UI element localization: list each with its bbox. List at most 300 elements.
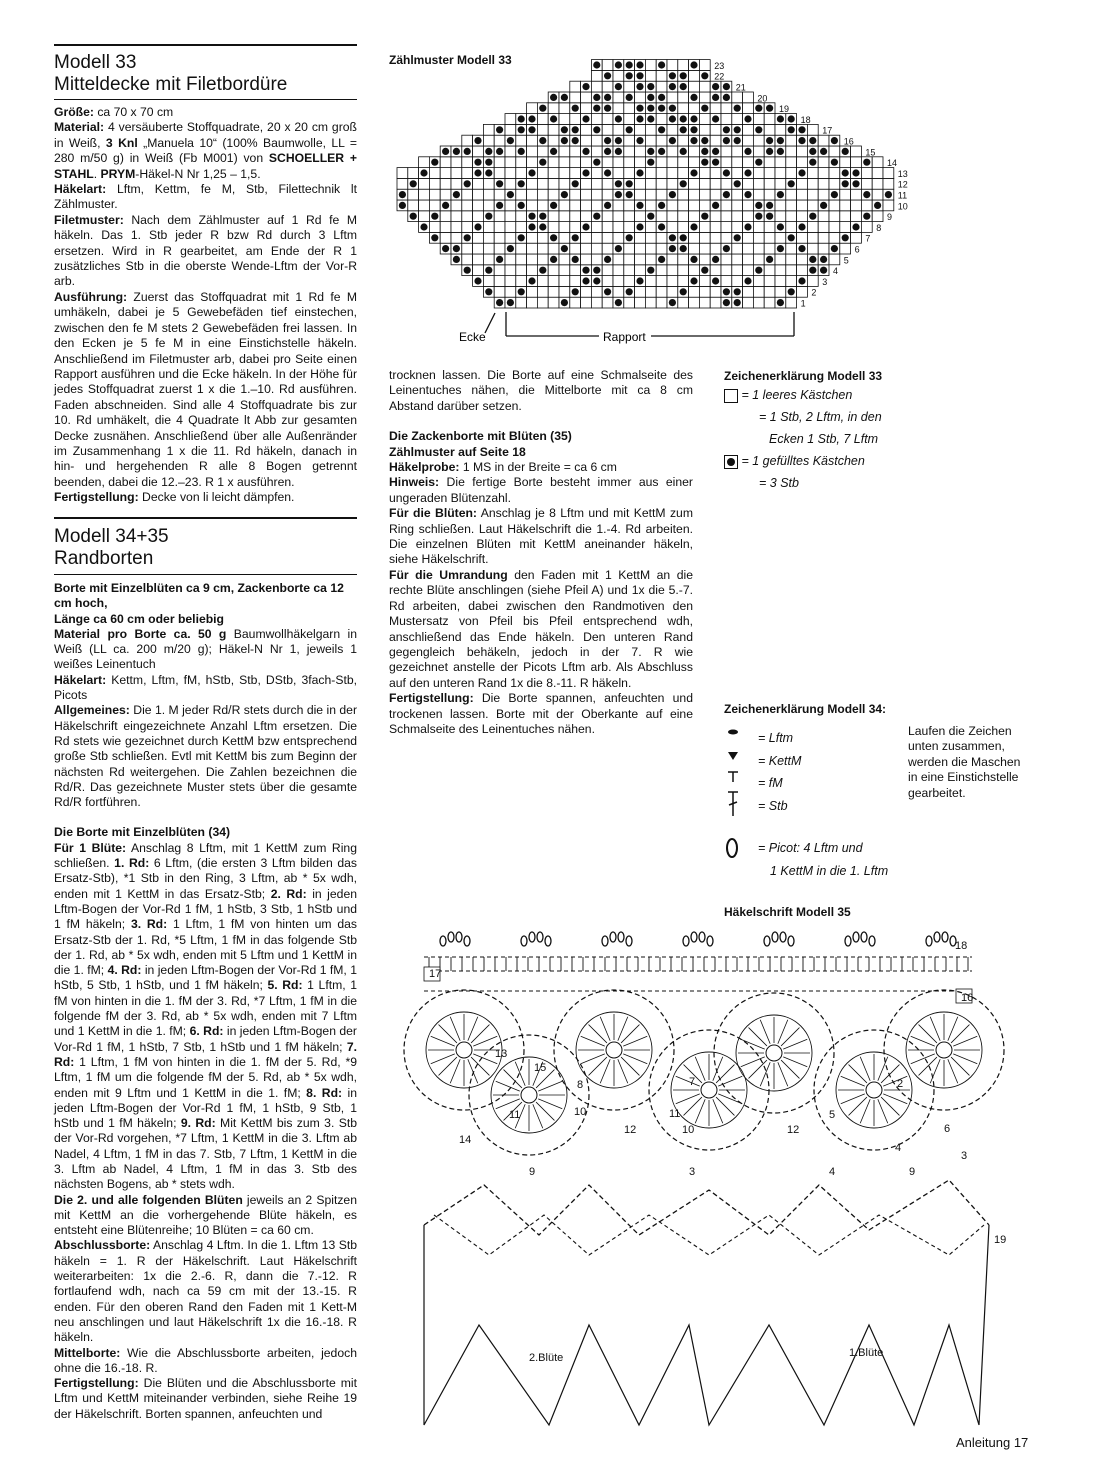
grid-cell [829, 178, 840, 189]
filled-dot [507, 299, 514, 306]
grid-cell [775, 211, 786, 222]
grid-cell [667, 157, 678, 168]
filled-dot [809, 148, 816, 155]
grid-cell [851, 200, 862, 211]
grid-cell [667, 286, 678, 297]
filled-dot [852, 169, 859, 176]
filled-dot [669, 191, 676, 198]
filled-dot [518, 288, 525, 295]
subheading: Die Zackenborte mit Blüten (35) [389, 429, 572, 444]
row-number: 2 [897, 1078, 904, 1090]
grid-cell [559, 276, 570, 287]
grid-cell [462, 189, 473, 200]
filled-dot [572, 256, 579, 263]
filled-dot [636, 277, 643, 284]
filled-dot [723, 288, 730, 295]
grid-cell [689, 211, 700, 222]
filled-dot [755, 126, 762, 133]
grid-cell [581, 200, 592, 211]
grid-cell [591, 254, 602, 265]
grid-cell [548, 265, 559, 276]
grid-cell [721, 232, 732, 243]
grid-cell [570, 146, 581, 157]
filled-dot [690, 277, 697, 284]
paragraph [54, 290, 357, 490]
filled-dot [604, 94, 611, 101]
grid-cell [645, 70, 656, 81]
grid-cell [721, 114, 732, 125]
grid-cell [635, 157, 646, 168]
grid-cell [494, 157, 505, 168]
filled-dot [485, 267, 492, 274]
grid-cell [527, 135, 538, 146]
grid-cell [753, 189, 764, 200]
grid-cell [678, 222, 689, 233]
subheading: Borte mit Einzelblüten ca 9 cm, Zackenborte ca 12 cm hoch, [54, 581, 344, 611]
grid-cell [613, 157, 624, 168]
filled-dot [528, 223, 535, 230]
filled-dot [712, 115, 719, 122]
filled-dot [842, 169, 849, 176]
grid-cell [689, 265, 700, 276]
grid-cell [732, 265, 743, 276]
grid-cell [548, 211, 559, 222]
grid-cell [829, 222, 840, 233]
filled-dot [680, 288, 687, 295]
label: Allgemeines: [54, 703, 130, 718]
filled-dot [593, 213, 600, 220]
legend-row [724, 388, 882, 410]
grid-cell [689, 103, 700, 114]
grid-cell [440, 232, 451, 243]
filled-dot [539, 105, 546, 112]
grid-cell [548, 222, 559, 233]
filled-dot [431, 234, 438, 241]
grid-cell [753, 286, 764, 297]
grid-cell [624, 157, 635, 168]
legend33 [724, 388, 882, 498]
legend-text: = Lftm [758, 731, 794, 745]
filled-dot [723, 191, 730, 198]
grid-cell [570, 81, 581, 92]
filled-dot [658, 105, 665, 112]
grid-cell [699, 243, 710, 254]
grid-cell [667, 211, 678, 222]
grid-cell [548, 168, 559, 179]
row-label: 2 [811, 287, 817, 298]
filled-dot [626, 191, 633, 198]
value: 1 Lftm, 1 fM von hinten um das Ersatz-Stb der 1. Rd, *5 Lftm, 1 fM in das folgende Stb der 1. Rd, ab * 5x wdh, enden mit 5 Lftm und 1 KettM in die 1. fM; [54, 917, 357, 978]
filled-dot [615, 115, 622, 122]
grid-cell [743, 124, 754, 135]
grid-cell [429, 222, 440, 233]
grid-cell [699, 81, 710, 92]
grid-cell [656, 168, 667, 179]
grid-cell [591, 81, 602, 92]
filled-dot [788, 234, 795, 241]
row-label: 14 [887, 158, 898, 169]
grid-cell [527, 297, 538, 308]
grid-cell [721, 222, 732, 233]
grid-cell [602, 124, 613, 135]
grid-cell [613, 265, 624, 276]
grid-cell [818, 243, 829, 254]
grid-cell [591, 168, 602, 179]
grid-cell [429, 200, 440, 211]
grid-cell [818, 135, 829, 146]
value: 1 Lftm, 1 fM von hinten in die 1. fM der 5. Rd, *9 Lftm, 1 fM um die folgende fM der 5. Rd, ab * 5x wdh, enden mit 9 Lftm und 1 KettM in die 1. fM; [54, 1054, 357, 1100]
spacer [54, 810, 357, 825]
filled-dot [528, 115, 535, 122]
chart35-title: Häkelschrift Modell 35 [724, 905, 851, 919]
grid-cell [818, 189, 829, 200]
grid-cell [527, 286, 538, 297]
grid-cell [591, 189, 602, 200]
grid-cell [807, 222, 818, 233]
filled-dot [561, 191, 568, 198]
grid-cell [732, 243, 743, 254]
grid-cell [786, 276, 797, 287]
dashed-border [424, 1180, 989, 1235]
label: 1. Rd: [114, 856, 150, 871]
grid-cell [624, 135, 635, 146]
grid-cell [408, 189, 419, 200]
grid-cell [678, 157, 689, 168]
row-label: 7 [865, 233, 871, 244]
filled-dot [528, 213, 535, 220]
grid-cell [851, 232, 862, 243]
crochet-chart [389, 925, 1039, 1430]
grid-cell [689, 189, 700, 200]
grid-cell [635, 265, 646, 276]
grid-cell [861, 200, 872, 211]
filled-dot [842, 148, 849, 155]
grid-cell [559, 211, 570, 222]
grid-cell [764, 276, 775, 287]
legend-note: Laufen die Zeichen unten zusammen, werden die Maschen in eine Einstichstelle gearbeitet. [908, 724, 1021, 800]
filled-dot [734, 299, 741, 306]
picot-icon [780, 932, 786, 942]
row-number: 16 [961, 992, 974, 1004]
grid-cell [635, 297, 646, 308]
filled-dot [744, 115, 751, 122]
filled-dot [669, 115, 676, 122]
filled-dot [701, 72, 708, 79]
grid-cell [721, 211, 732, 222]
filled-dot [593, 267, 600, 274]
filled-dot [561, 126, 568, 133]
filled-dot [863, 159, 870, 166]
grid-cell [840, 189, 851, 200]
value: in jeden Lftm-Bogen der Vor-Rd 1 fM, 1 hStb, 3 Stb, 1 hStb und 1 fM häkeln; [54, 886, 358, 932]
row-label: 15 [865, 147, 876, 158]
subheading: Zählmuster auf Seite 18 [389, 444, 526, 459]
grid-cell [570, 92, 581, 103]
grid-cell [505, 114, 516, 125]
grid-cell [462, 222, 473, 233]
grid-cell [656, 157, 667, 168]
grid-cell [591, 243, 602, 254]
grid-cell [699, 189, 710, 200]
grid-cell [786, 157, 797, 168]
row-label: 23 [714, 60, 725, 71]
filled-dot [518, 180, 525, 187]
value: Die 1. M jeder Rd/R stets durch die in der Häkelschrift eingezeichnete Anzahl Lftm ersetzen. Die Rd stets wie gezeichnet durch KettM bzw entsprechend große Stb schließen. Evtl mit KettM bis zum Beginn der nächsten Rd weitergehen. Die Zahlen bezeichnen die Rd/R. Das gezeichnete Muster stets über die gesamte Rd/R fortführen. [54, 703, 357, 810]
grid-cell [753, 222, 764, 233]
grid-cell [451, 168, 462, 179]
grid-cell [559, 254, 570, 265]
grid-cell [667, 146, 678, 157]
grid-cell [537, 232, 548, 243]
grid-cell [613, 254, 624, 265]
grid-cell [613, 70, 624, 81]
grid-cell [408, 168, 419, 179]
grid-cell [721, 276, 732, 287]
grid-cell [537, 200, 548, 211]
filled-dot [582, 148, 589, 155]
filled-dot [626, 288, 633, 295]
filled-dot [496, 256, 503, 263]
filled-dot [626, 61, 633, 68]
filled-dot [734, 180, 741, 187]
filled-dot [572, 288, 579, 295]
filled-dot [820, 202, 827, 209]
filled-dot [550, 256, 557, 263]
filled-dot [669, 234, 676, 241]
grid-cell [872, 157, 883, 168]
grid-cell [624, 168, 635, 179]
grid-cell [732, 200, 743, 211]
grid-cell [807, 232, 818, 243]
grid-cell [645, 232, 656, 243]
filled-dot [669, 299, 676, 306]
grid-cell [710, 103, 721, 114]
grid-cell [559, 178, 570, 189]
spacer [758, 817, 888, 837]
filled-dot [636, 83, 643, 90]
row-number: 3 [689, 1166, 696, 1178]
filled-dot [626, 72, 633, 79]
grid-cell [699, 222, 710, 233]
filled-dot [658, 94, 665, 101]
subheading: Die Borte mit Einzelblüten (34) [54, 825, 231, 840]
grid-cell [883, 200, 894, 211]
grid-cell [786, 189, 797, 200]
value: Anschlag 4 Lftm. In die 1. Lftm 13 Stb häkeln = 1. R der Häkelschrift. Laut Häkelschrift weiterarbeiten: 1x die 2.-6. R, dann die 7.-12. R fortlaufend wdh, nach ca 59 cm mit der 13.-15. R enden. Für den oberen Rand den Faden mit 1 Kett-M neu anschlingen und laut Häkelschrift 1x die 16.-18. R häkeln. [54, 1238, 357, 1345]
grid-cell [440, 211, 451, 222]
row-label: 11 [897, 190, 908, 201]
grid-cell [516, 222, 527, 233]
grid-cell [710, 124, 721, 135]
filled-dot [604, 72, 611, 79]
grid-cell [516, 135, 527, 146]
filled-dot [550, 115, 557, 122]
grid-cell [732, 211, 743, 222]
grid-cell [602, 189, 613, 200]
grid-cell [807, 200, 818, 211]
model33-text [54, 105, 357, 506]
picot-icon [448, 932, 454, 942]
grid-cell [699, 178, 710, 189]
value: in jeden Lftm-Bogen der Vor-Rd 1 fM, 1 hStb, 7 Stb, 1 hStb und 1 fM häkeln; [54, 1024, 357, 1054]
grid-cell [602, 222, 613, 233]
filled-dot [464, 267, 471, 274]
value: Zuerst das Stoffquadrat mit 1 Rd fe M umhäkeln, dabei je 5 Gewebefäden tief einstechen, zwischen den fe M stets 2 Gewebefäden frei lassen. In den Ecken je 5 fe M in eine Einstichstelle häkeln. Anschließend im Filetmuster arb, dabei pro Seite einen Rapport ausführen und die Ecke häkeln. In der Höhe für jedes Stoffquadrat zuerst 1 x die 1.–10. Rd ausführen. Faden abschneiden. Sind alle 4 Stoffquadrate bis zur 10. Rd umhäkelt, die 4 Quadrate lt Abb zur gesamten Decke zusnähen. Anschließend über alle Außenränder im Zusammenhang 1 x die 11. Rd häkeln, danach in hin- und hergehenden R alle 8 Bogen getrennt beenden, dabei die 12.–23. R 1 x ausführen. [54, 289, 357, 489]
grid-cell [483, 189, 494, 200]
grid-cell [570, 276, 581, 287]
filled-dot [399, 191, 406, 198]
flower-center [936, 1042, 952, 1058]
grid-cell [613, 222, 624, 233]
filled-dot [690, 137, 697, 144]
grid-cell [753, 146, 764, 157]
grid-cell [797, 146, 808, 157]
grid-cell [483, 135, 494, 146]
filled-dot [798, 223, 805, 230]
label: 7. Rd: [54, 1039, 357, 1069]
picot-icon [456, 932, 462, 942]
grid-cell [429, 178, 440, 189]
flower-outline [814, 1030, 934, 1150]
grid-cell [645, 254, 656, 265]
grid-cell [591, 135, 602, 146]
filled-dot [561, 94, 568, 101]
row-number: 9 [529, 1166, 536, 1178]
filled-dot [572, 137, 579, 144]
grid-cell [678, 276, 689, 287]
filled-dot [410, 180, 417, 187]
zigzag-border [424, 1225, 989, 1425]
legend-text: 1 KettM in die 1. Lftm [770, 863, 889, 878]
paragraph [54, 105, 357, 120]
flower-center [606, 1042, 622, 1058]
picot-icon [602, 936, 608, 946]
grid-cell [483, 222, 494, 233]
flower-outline [714, 993, 834, 1113]
grid-cell [732, 189, 743, 200]
grid-cell [872, 189, 883, 200]
filled-dot [723, 126, 730, 133]
arrow-icon [485, 313, 495, 333]
grid-cell [602, 81, 613, 92]
grid-cell [872, 178, 883, 189]
row-label: 6 [854, 244, 860, 255]
grid-cell [451, 232, 462, 243]
grid-cell [797, 200, 808, 211]
grid-cell [732, 157, 743, 168]
grid-cell [440, 189, 451, 200]
label: Ausführung: [54, 289, 128, 304]
filled-dot [680, 126, 687, 133]
grid-cell [635, 146, 646, 157]
grid-cell [667, 200, 678, 211]
filled-dot [539, 223, 546, 230]
grid-cell [505, 178, 516, 189]
picot-icon [440, 936, 446, 946]
grid-cell [527, 146, 538, 157]
filled-dot [453, 245, 460, 252]
flower-center [866, 1082, 882, 1098]
legend-text: = KettM [758, 753, 802, 768]
filled-dot [582, 277, 589, 284]
filled-dot [604, 256, 611, 263]
grid-cell [656, 135, 667, 146]
grid-cell [786, 243, 797, 254]
filled-dot [636, 61, 643, 68]
legend-row [724, 454, 882, 476]
filled-dot [723, 299, 730, 306]
filled-dot [464, 180, 471, 187]
legend34 [758, 727, 888, 882]
grid-cell [570, 168, 581, 179]
grid-cell [581, 124, 592, 135]
filled-dot [636, 223, 643, 230]
grid-cell [775, 157, 786, 168]
grid-cell [419, 157, 430, 168]
filled-dot [626, 94, 633, 101]
filled-dot [453, 191, 460, 198]
filled-dot [647, 115, 654, 122]
value: . [93, 166, 101, 181]
grid-cell [797, 189, 808, 200]
filled-dot [464, 234, 471, 241]
legend-text: = 1 Stb, 2 Lftm, in den [759, 410, 882, 424]
row-label: 3 [822, 276, 828, 287]
filled-dot [615, 191, 622, 198]
grid-cell [710, 265, 721, 276]
grid-cell [635, 232, 646, 243]
grid-cell [851, 211, 862, 222]
label: 5. Rd: [267, 978, 303, 993]
model33-heading [54, 52, 287, 96]
filled-dot [658, 61, 665, 68]
grid-cell [829, 146, 840, 157]
filled-dot [442, 245, 449, 252]
filled-dot [539, 137, 546, 144]
grid-cell [861, 178, 872, 189]
grid-cell [613, 103, 624, 114]
grid-cell [678, 103, 689, 114]
grid-cell [721, 103, 732, 114]
value: Anschlag je 8 Lftm und mit KettM zum Ring schließen. Laut Häkelschrift die 1.-4. Rd arbeiten. Die einzelnen Blüten mit KettM aneinander häkeln, siehe Häkelschrift. [389, 506, 693, 567]
model35-text [389, 368, 693, 737]
filled-dot [550, 148, 557, 155]
grid-cell [689, 157, 700, 168]
grid-cell [678, 254, 689, 265]
grid-cell [613, 211, 624, 222]
filled-dot [766, 148, 773, 155]
grid-cell [581, 189, 592, 200]
paragraph [54, 703, 357, 810]
filled-dot [690, 223, 697, 230]
legend-text: = Picot: 4 Lftm und [758, 841, 863, 855]
label: Fertigstellung: [54, 1376, 139, 1391]
grid-cell [516, 189, 527, 200]
filet-chart [389, 50, 929, 350]
paragraph [54, 1376, 357, 1422]
grid-cell [721, 146, 732, 157]
value: Decke von li leicht dämpfen. [138, 490, 295, 505]
grid-cell [570, 297, 581, 308]
filled-dot [701, 213, 708, 220]
grid-cell [689, 200, 700, 211]
label: Häkelart: [54, 672, 107, 687]
grid-cell [537, 146, 548, 157]
grid-cell [656, 114, 667, 125]
grid-cell [786, 211, 797, 222]
grid-cell [516, 265, 527, 276]
filled-dot [474, 277, 481, 284]
